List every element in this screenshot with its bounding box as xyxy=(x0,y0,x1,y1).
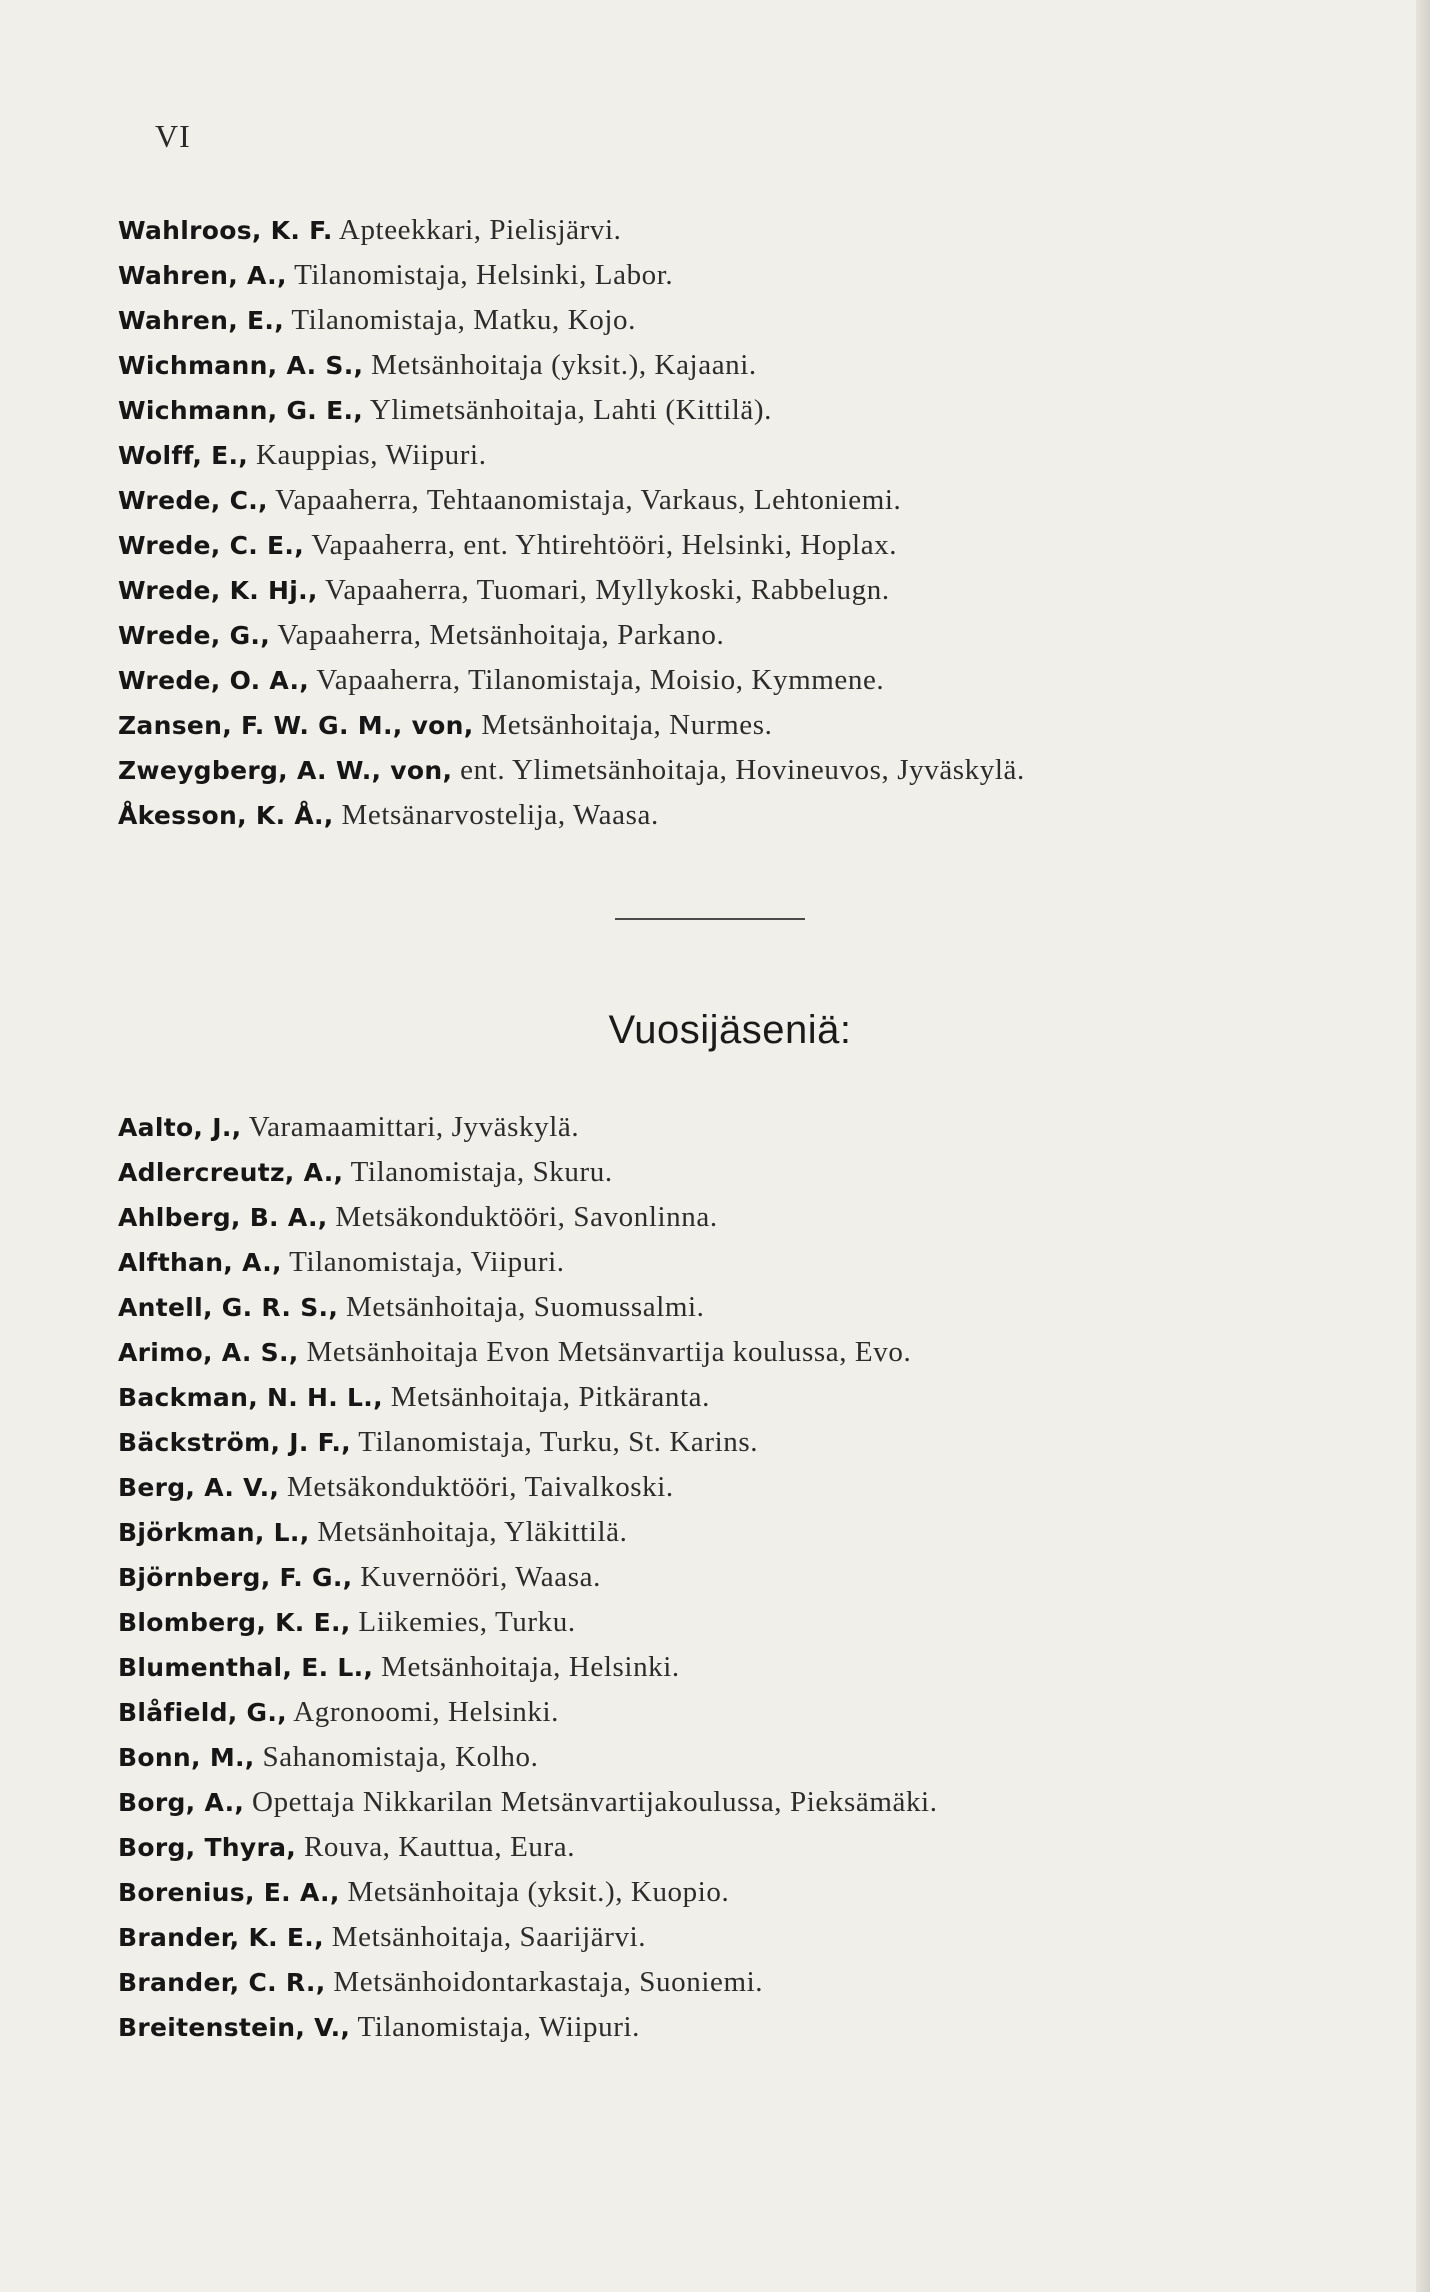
list-item xyxy=(118,1195,1298,1240)
member-description: Rouva, Kauttua, Eura. xyxy=(296,1831,576,1863)
list-item xyxy=(118,1600,1298,1645)
member-description: Opettaja Nikkarilan Metsänvartijakoulussa, Pieksämäki. xyxy=(244,1786,938,1818)
member-name: Wrede, K. Hj., xyxy=(118,576,318,605)
list-item xyxy=(118,1105,1298,1150)
list-item xyxy=(118,1420,1298,1465)
member-description: Vapaaherra, Tehtaanomistaja, Varkaus, Lehtoniemi. xyxy=(267,484,902,516)
member-name: Blåfield, G., xyxy=(118,1698,287,1727)
member-description: Metsänhoitaja, Suomussalmi. xyxy=(338,1291,705,1323)
list-item xyxy=(118,208,1298,253)
member-name: Brander, C. R., xyxy=(118,1968,326,1997)
member-name: Wahren, E., xyxy=(118,306,285,335)
list-item xyxy=(118,748,1298,793)
member-description: Kuvernööri, Waasa. xyxy=(352,1561,601,1593)
list-item xyxy=(118,1150,1298,1195)
list-item xyxy=(118,793,1298,838)
member-description: Tilanomistaja, Wiipuri. xyxy=(350,2011,641,2043)
member-description: Metsänhoitaja (yksit.), Kuopio. xyxy=(339,1876,730,1908)
list-item xyxy=(118,568,1298,613)
member-description: Vapaaherra, Tilanomistaja, Moisio, Kymmene. xyxy=(309,664,885,696)
member-description: Metsäkonduktööri, Savonlinna. xyxy=(327,1201,718,1233)
list-item xyxy=(118,253,1298,298)
member-name: Wrede, C., xyxy=(118,486,268,515)
list-item xyxy=(118,1780,1298,1825)
list-item xyxy=(118,703,1298,748)
member-description: Metsänhoitaja, Pitkäranta. xyxy=(382,1381,710,1413)
list-item xyxy=(118,1285,1298,1330)
member-description: Metsänhoitaja Evon Metsänvartija koulussa, Evo. xyxy=(298,1336,912,1368)
member-description: Metsänhoitaja, Saarijärvi. xyxy=(323,1921,647,1953)
member-name: Bonn, M., xyxy=(118,1743,255,1772)
section-divider xyxy=(615,918,805,920)
member-name: Wrede, G., xyxy=(118,621,270,650)
member-name: Brander, K. E., xyxy=(118,1923,324,1952)
list-item xyxy=(118,1960,1298,2005)
member-description: Metsäkonduktööri, Taivalkoski. xyxy=(279,1471,674,1503)
list-item xyxy=(118,478,1298,523)
member-name: Alfthan, A., xyxy=(118,1248,282,1277)
section-heading xyxy=(0,1008,1430,1053)
list-item xyxy=(118,388,1298,433)
member-description: Sahanomistaja, Kolho. xyxy=(254,1741,539,1773)
page-edge xyxy=(1416,0,1430,2292)
list-item xyxy=(118,523,1298,568)
member-description: Metsänhoitaja, Helsinki. xyxy=(373,1651,680,1683)
member-name: Arimo, A. S., xyxy=(118,1338,299,1367)
member-description: Metsänarvostelija, Waasa. xyxy=(333,799,659,831)
member-description: Metsänhoitaja, Yläkittilä. xyxy=(309,1516,628,1548)
member-description: ent. Ylimetsänhoitaja, Hovineuvos, Jyväskylä. xyxy=(452,754,1025,786)
member-name: Adlercreutz, A., xyxy=(118,1158,344,1187)
list-item xyxy=(118,1915,1298,1960)
member-description: Tilanomistaja, Viipuri. xyxy=(281,1246,565,1278)
member-name: Breitenstein, V., xyxy=(118,2013,351,2042)
member-description: Liikemies, Turku. xyxy=(350,1606,576,1638)
member-description: Ylimetsänhoitaja, Lahti (Kittilä). xyxy=(363,394,772,426)
member-name: Wahlroos, K. F. xyxy=(118,216,333,245)
member-name: Borg, A., xyxy=(118,1788,245,1817)
member-name: Aalto, J., xyxy=(118,1113,242,1142)
list-item xyxy=(118,1735,1298,1780)
member-description: Metsänhoitaja, Nurmes. xyxy=(473,709,773,741)
member-name: Borenius, E. A., xyxy=(118,1878,340,1907)
member-name: Blomberg, K. E., xyxy=(118,1608,351,1637)
member-name: Björkman, L., xyxy=(118,1518,310,1547)
list-item xyxy=(118,1870,1298,1915)
list-item xyxy=(118,298,1298,343)
member-name: Antell, G. R. S., xyxy=(118,1293,339,1322)
member-description: Varamaamittari, Jyväskylä. xyxy=(241,1111,580,1143)
list-item xyxy=(118,1375,1298,1420)
list-item xyxy=(118,1690,1298,1735)
member-name: Wichmann, G. E., xyxy=(118,396,364,425)
member-name: Berg, A. V., xyxy=(118,1473,280,1502)
member-name: Wolff, E., xyxy=(118,441,249,470)
list-item xyxy=(118,343,1298,388)
member-name: Ahlberg, B. A., xyxy=(118,1203,328,1232)
member-name: Zweygberg, A. W., von, xyxy=(118,756,453,785)
member-name: Bäckström, J. F., xyxy=(118,1428,351,1457)
list-item xyxy=(118,613,1298,658)
member-name: Björnberg, F. G., xyxy=(118,1563,353,1592)
member-name: Wrede, O. A., xyxy=(118,666,310,695)
member-description: Vapaaherra, Metsänhoitaja, Parkano. xyxy=(270,619,725,651)
list-item xyxy=(118,2005,1298,2050)
list-item xyxy=(118,658,1298,703)
list-item xyxy=(118,433,1298,478)
member-description: Kauppias, Wiipuri. xyxy=(248,439,487,471)
member-description: Tilanomistaja, Helsinki, Labor. xyxy=(286,259,674,291)
member-description: Agronoomi, Helsinki. xyxy=(286,1696,559,1728)
member-name: Borg, Thyra, xyxy=(118,1833,297,1862)
list-item xyxy=(118,1465,1298,1510)
yearly-member-list xyxy=(118,1105,1298,2050)
section-heading-text: Vuosijäseniä: xyxy=(608,1008,852,1052)
page-number: VI xyxy=(155,118,191,154)
list-item xyxy=(118,1240,1298,1285)
member-description: Metsänhoidontarkastaja, Suoniemi. xyxy=(325,1966,764,1998)
member-description: Apteekkari, Pielisjärvi. xyxy=(332,214,622,246)
member-name: Zansen, F. W. G. M., von, xyxy=(118,711,474,740)
member-name: Wrede, C. E., xyxy=(118,531,304,560)
member-description: Vapaaherra, ent. Yhtirehtööri, Helsinki, Hoplax. xyxy=(304,529,898,561)
member-name: Wahren, A., xyxy=(118,261,287,290)
list-item xyxy=(118,1825,1298,1870)
member-name: Blumenthal, E. L., xyxy=(118,1653,374,1682)
member-list xyxy=(118,208,1298,838)
member-description: Tilanomistaja, Turku, St. Karins. xyxy=(350,1426,759,1458)
list-item xyxy=(118,1510,1298,1555)
list-item xyxy=(118,1555,1298,1600)
member-description: Tilanomistaja, Matku, Kojo. xyxy=(284,304,636,336)
member-description: Metsänhoitaja (yksit.), Kajaani. xyxy=(363,349,757,381)
member-name: Åkesson, K. Å., xyxy=(118,801,334,830)
member-name: Backman, N. H. L., xyxy=(118,1383,383,1412)
list-item xyxy=(118,1645,1298,1690)
list-item xyxy=(118,1330,1298,1375)
member-description: Vapaaherra, Tuomari, Myllykoski, Rabbelugn. xyxy=(317,574,890,606)
member-description: Tilanomistaja, Skuru. xyxy=(343,1156,613,1188)
member-name: Wichmann, A. S., xyxy=(118,351,364,380)
